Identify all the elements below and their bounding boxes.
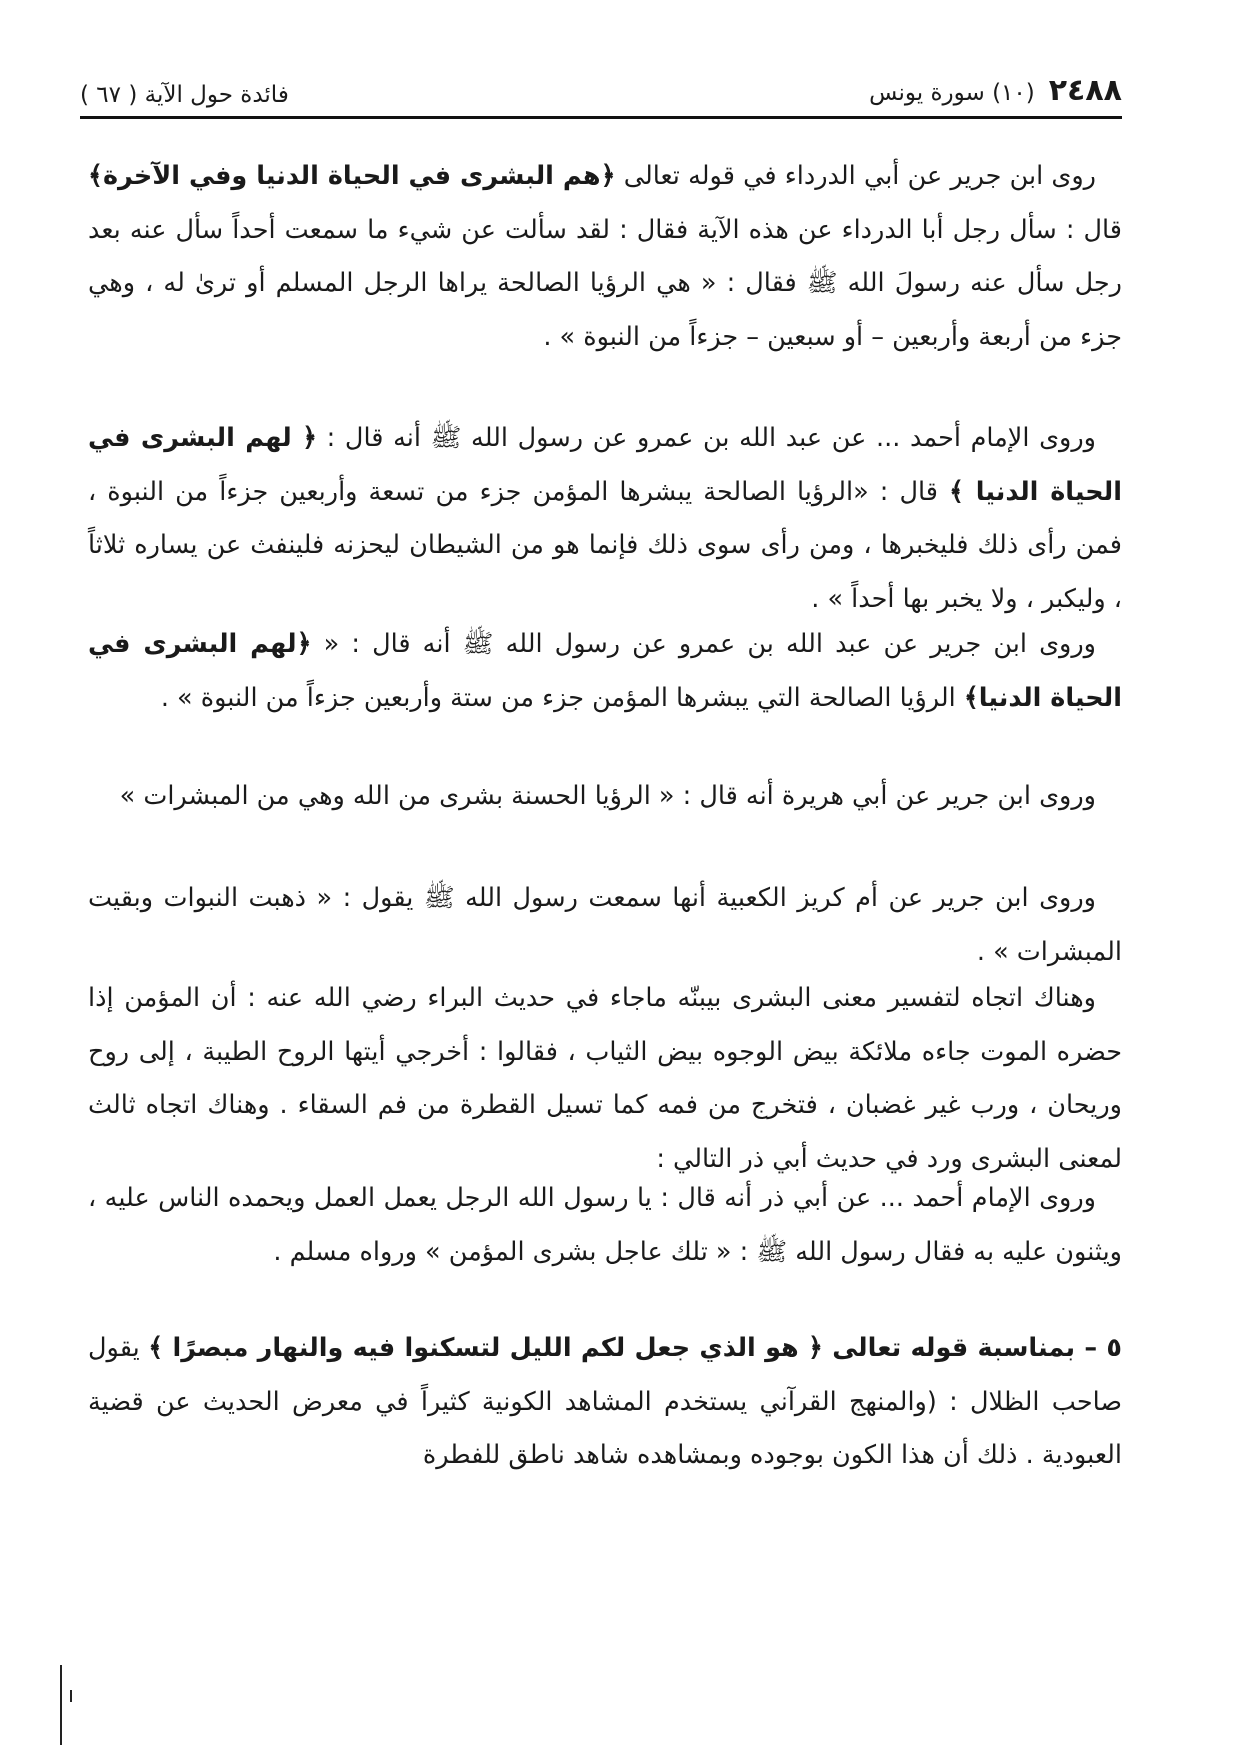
paragraph-1-text: قال : سأل رجل أبا الدرداء عن هذه الآية فقال : لقد سألت عن شيء ما سمعت أحداً سأل عنه بعد رجل سأل عنه رسولَ الله ﷺ فقال : « هي الرؤيا الصالحة يراها الرجل المسلم أو ترىٰ له ، وهي جزء من أربعة وأربعين – أو سبعين – جزءاً من النبوة » .: [88, 214, 1122, 352]
paragraph-3-intro: وروى ابن جرير عن عبد الله بن عمرو عن رسول الله ﷺ أنه قال : «: [311, 629, 1096, 659]
paragraph-3-verse: ﴿لهم البشرى في الحياة الدنيا﴾: [88, 629, 1122, 713]
scan-margin-tick: [70, 1690, 72, 1702]
paragraph-3-text: الرؤيا الصالحة التي يبشرها المؤمن جزء من ستة وأربعين جزءاً من النبوة » .: [160, 682, 964, 713]
running-title: فائدة حول الآية ( ٦٧ ): [80, 82, 289, 108]
page-number: ٢٤٨٨: [1048, 73, 1122, 108]
paragraph-7-text: وروى الإمام أحمد ... عن أبي ذر أنه قال : يا رسول الله الرجل يعمل العمل ويحمده الناس عليه ، ويثنون عليه به فقال رسول الله ﷺ : « تلك عاجل بشرى المؤمن » ورواه مسلم .: [88, 1183, 1122, 1267]
surah-name: (١٠) سورة يونس: [869, 80, 1035, 106]
paragraph-8-intro: ٥ – بمناسبة قوله تعالى: [822, 1333, 1122, 1363]
paragraph-2: [88, 412, 1122, 626]
paragraph-1-intro: روى ابن جرير عن أبي الدرداء في قوله تعالى: [615, 161, 1096, 191]
paragraph-8-verse: ﴿ هو الذي جعل لكم الليل لتسكنوا فيه والنهار مبصرًا ﴾: [148, 1333, 823, 1363]
paragraph-4: [88, 770, 1122, 824]
paragraph-1: [88, 150, 1122, 364]
paragraph-3: [88, 618, 1122, 725]
paragraph-4-text: وروى ابن جرير عن أبي هريرة أنه قال : « الرؤيا الحسنة بشرى من الله وهي من المبشرات »: [119, 781, 1096, 811]
paragraph-8: [88, 1322, 1122, 1483]
scan-margin-line: [60, 1665, 62, 1745]
paragraph-2-verse: ﴿ لهم البشرى في الحياة الدنيا ﴾: [88, 423, 1122, 507]
page-body: [88, 150, 1122, 1712]
paragraph-5-text: وروى ابن جرير عن أم كريز الكعبية أنها سمعت رسول الله ﷺ يقول : « ذهبت النبوات وبقيت المبشرات » .: [88, 883, 1122, 967]
paragraph-5: [88, 872, 1122, 979]
paragraph-2-intro: وروى الإمام أحمد ... عن عبد الله بن عمرو عن رسول الله ﷺ أنه قال :: [317, 423, 1096, 453]
paragraph-6: [88, 972, 1122, 1186]
page-header: [80, 60, 1122, 119]
header-right-group: [869, 73, 1122, 108]
paragraph-8-text: يقول صاحب الظلال : (والمنهج القرآني يستخدم المشاهد الكونية كثيراً في معرض الحديث عن قضية العبودية . ذلك أن هذا الكون بوجوده وبمشاهده شاهد ناطق للفطرة: [88, 1333, 1122, 1470]
paragraph-1-verse: ﴿هم البشرى في الحياة الدنيا وفي الآخرة﴾: [88, 161, 616, 191]
paragraph-6-text: وهناك اتجاه لتفسير معنى البشرى بيبنّه ماجاء في حديث البراء رضي الله عنه : أن المؤمن إذا حضره الموت جاءه ملائكة بيض الوجوه بيض الثياب ، فقالوا : أخرجي أيتها الروح الطيبة ، إلى روح وريحان ، ورب غير غضبان ، فتخرج من فمه كما تسيل القطرة من فم السقاء . وهناك اتجاه ثالث لمعنى البشرى ورد في حديث أبي ذر التالي :: [88, 983, 1122, 1174]
paragraph-7: [88, 1172, 1122, 1279]
paragraph-2-text: قال : «الرؤيا الصالحة يبشرها المؤمن جزء من تسعة وأربعين جزءاً من النبوة ، فمن رأى ذلك فليخبرها ، ومن رأى سوى ذلك فإنما هو من الشيطان ليحزنه فلينفث عن يساره ثلاثاً ، وليكبر ، ولا يخبر بها أحداً » .: [88, 476, 1122, 614]
